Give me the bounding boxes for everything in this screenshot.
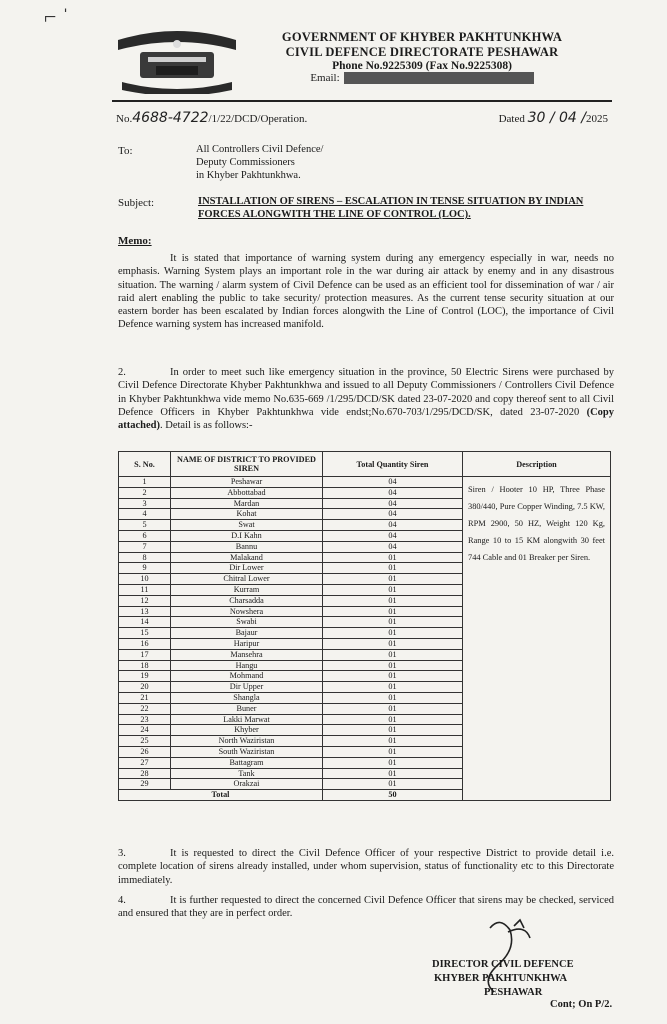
row-sno: 26 <box>119 746 171 757</box>
paragraph-4 <box>118 894 614 921</box>
row-sno: 20 <box>119 682 171 693</box>
row-sno: 22 <box>119 703 171 714</box>
row-quantity: 01 <box>323 628 463 639</box>
paragraph-3-text: It is requested to direct the Civil Defence Officer of your respective District to provide detail i.e. complete location of sirens already installed, under whom supervision, status of functionality etc to this Directorate immediately. <box>118 848 614 886</box>
row-district: Mohmand <box>171 671 323 682</box>
row-quantity: 01 <box>323 606 463 617</box>
total-value: 50 <box>323 790 463 801</box>
pen-mark: ⌐ ˈ <box>44 4 70 29</box>
paragraph-1-text: It is stated that importance of warning system during any emergency especially in war, needs no emphasis. Warning System plays an important role in the war during air attack by enemy and in any disastrous situation. The warning / alarm system of Civil Defence can be used as an efficient tool for dissemination of war / air raid alert enabling the public to take security/ protection measures. As the current tense security situation at our eastern border has been escalated by Indian forces alongwith the Line of Control (LOC), the importance of Civil Defence warning system has increased manifold. <box>118 253 614 331</box>
row-district: Khyber <box>171 725 323 736</box>
row-district: Lakki Marwat <box>171 714 323 725</box>
letterhead <box>262 30 582 84</box>
row-district: Malakand <box>171 552 323 563</box>
signatory-province: KHYBER PAKHTUNKHWA <box>434 973 568 984</box>
row-sno: 12 <box>119 595 171 606</box>
header-sno: S. No. <box>119 452 171 477</box>
addressee-line: in Khyber Pakhtunkhwa. <box>196 170 301 181</box>
row-quantity: 04 <box>323 477 463 488</box>
row-quantity: 01 <box>323 671 463 682</box>
addressee-line: Deputy Commissioners <box>196 157 295 168</box>
row-quantity: 01 <box>323 660 463 671</box>
email-line <box>262 72 582 84</box>
paragraph-2 <box>118 366 614 432</box>
row-sno: 16 <box>119 638 171 649</box>
row-district: North Waziristan <box>171 736 323 747</box>
row-quantity: 04 <box>323 520 463 531</box>
row-district: Mardan <box>171 498 323 509</box>
row-district: Charsadda <box>171 595 323 606</box>
row-sno: 5 <box>119 520 171 531</box>
paragraph-2-tail: . Detail is as follows:- <box>160 420 253 432</box>
row-district: Chitral Lower <box>171 574 323 585</box>
row-district: Swat <box>171 520 323 531</box>
email-label: Email: <box>310 72 340 84</box>
dated <box>499 110 608 126</box>
row-district: Mansehra <box>171 649 323 660</box>
signatory-title: DIRECTOR CIVIL DEFENCE <box>432 959 574 970</box>
directorate-title: CIVIL DEFENCE DIRECTORATE PESHAWAR <box>285 45 559 59</box>
row-sno: 23 <box>119 714 171 725</box>
row-quantity: 01 <box>323 736 463 747</box>
row-quantity: 01 <box>323 725 463 736</box>
paragraph-2-number: 2. <box>118 367 126 378</box>
row-sno: 18 <box>119 660 171 671</box>
row-sno: 15 <box>119 628 171 639</box>
row-district: Buner <box>171 703 323 714</box>
row-district: Abbottabad <box>171 487 323 498</box>
row-quantity: 01 <box>323 703 463 714</box>
row-quantity: 01 <box>323 584 463 595</box>
row-district: Kurram <box>171 584 323 595</box>
row-quantity: 01 <box>323 714 463 725</box>
table-row <box>119 477 611 488</box>
row-sno: 10 <box>119 574 171 585</box>
row-quantity: 01 <box>323 638 463 649</box>
header-district: NAME OF DISTRICT TO PROVIDED SIREN <box>171 452 323 477</box>
district-siren-table <box>118 451 611 801</box>
row-quantity: 01 <box>323 682 463 693</box>
row-sno: 11 <box>119 584 171 595</box>
row-sno: 29 <box>119 779 171 790</box>
row-district: Bannu <box>171 541 323 552</box>
signatory-city: PESHAWAR <box>484 987 543 998</box>
row-district: Dir Lower <box>171 563 323 574</box>
paragraph-1 <box>118 252 614 332</box>
subject-text: INSTALLATION OF SIRENS – ESCALATION IN TENSE SITUATION BY INDIAN FORCES ALONGWITH THE LINE OF CONTROL (LOC). <box>198 196 584 220</box>
row-district: Orakzai <box>171 779 323 790</box>
row-quantity: 01 <box>323 617 463 628</box>
row-quantity: 04 <box>323 498 463 509</box>
row-sno: 21 <box>119 692 171 703</box>
reference-line <box>116 110 608 126</box>
addressee-line: All Controllers Civil Defence/ <box>196 144 324 155</box>
paragraph-4-number: 4. <box>118 895 126 906</box>
paragraph-3-number: 3. <box>118 848 126 859</box>
govt-title: GOVERNMENT OF KHYBER PAKHTUNKHWA <box>281 30 563 44</box>
row-quantity: 01 <box>323 768 463 779</box>
row-quantity: 04 <box>323 509 463 520</box>
row-sno: 6 <box>119 530 171 541</box>
row-sno: 24 <box>119 725 171 736</box>
row-sno: 4 <box>119 509 171 520</box>
ref-suffix: /1/22/DCD/Operation. <box>208 113 308 125</box>
row-quantity: 01 <box>323 649 463 660</box>
table-body <box>119 477 611 801</box>
date-year: 2025 <box>586 113 608 125</box>
row-district: South Waziristan <box>171 746 323 757</box>
row-sno: 3 <box>119 498 171 509</box>
header-description: Description <box>463 452 611 477</box>
row-quantity: 04 <box>323 487 463 498</box>
row-district: Nowshera <box>171 606 323 617</box>
row-sno: 13 <box>119 606 171 617</box>
row-district: Hangu <box>171 660 323 671</box>
header-quantity: Total Quantity Siren <box>323 452 463 477</box>
row-quantity: 04 <box>323 530 463 541</box>
to-label: To: <box>118 145 133 157</box>
table-header-row <box>119 452 611 477</box>
row-quantity: 01 <box>323 563 463 574</box>
row-district: Peshawar <box>171 477 323 488</box>
row-sno: 28 <box>119 768 171 779</box>
row-quantity: 01 <box>323 552 463 563</box>
row-sno: 27 <box>119 757 171 768</box>
header-rule <box>112 100 612 102</box>
continuation-note: Cont; On P/2. <box>550 999 613 1010</box>
paragraph-4-text: It is further requested to direct the concerned Civil Defence Officer that sirens may be checked, serviced and ensured that they are in perfect order. <box>118 895 614 920</box>
row-district: Dir Upper <box>171 682 323 693</box>
row-sno: 7 <box>119 541 171 552</box>
siren-description: Siren / Hooter 10 HP, Three Phase 380/440, Pure Copper Winding, 7.5 KW, RPM 2900, 50 HZ, Weight 120 Kg, Range 10 to 15 KM alongwith 30 feet 744 Cable and 01 Breaker per Siren. <box>463 477 611 801</box>
row-district: Shangla <box>171 692 323 703</box>
email-redacted <box>344 72 534 84</box>
ref-prefix: No. <box>116 113 133 125</box>
row-district: Kohat <box>171 509 323 520</box>
row-quantity: 01 <box>323 757 463 768</box>
row-quantity: 01 <box>323 746 463 757</box>
row-quantity: 04 <box>323 541 463 552</box>
paragraph-2-bold: (Copy attached) <box>118 406 614 432</box>
row-sno: 9 <box>119 563 171 574</box>
paragraph-2-text: In order to meet such like emergency situation in the province, 50 Electric Sirens were purchased by Civil Defence Directorate Khyber Pakhtunkhwa and issued to all Deputy Commissioners / Controllers Civil Defence in Khyber Pakhtunkhwa vide memo No.635-669 /1/295/DCD/SK dated 23-07-2020 and copy thereof sent to all Civil Defence Officers in Khyber Pakhtunkhwa vide endst;No.670-703/1/295/DCD/SK, dated 23-07-2020 <box>118 367 614 418</box>
memo-label: Memo: <box>118 235 152 247</box>
total-label: Total <box>119 790 323 801</box>
row-sno: 2 <box>119 487 171 498</box>
row-district: D.I Kahn <box>171 530 323 541</box>
row-district: Swabi <box>171 617 323 628</box>
row-quantity: 01 <box>323 595 463 606</box>
row-quantity: 01 <box>323 692 463 703</box>
row-sno: 25 <box>119 736 171 747</box>
date-handwritten: 30 / 04 / <box>527 110 586 126</box>
row-district: Bajaur <box>171 628 323 639</box>
row-district: Tank <box>171 768 323 779</box>
row-sno: 1 <box>119 477 171 488</box>
row-sno: 17 <box>119 649 171 660</box>
dated-label: Dated <box>498 113 525 125</box>
paragraph-3 <box>118 847 614 887</box>
row-quantity: 01 <box>323 779 463 790</box>
row-district: Haripur <box>171 638 323 649</box>
addressees <box>196 143 323 182</box>
emblem-icon <box>112 26 242 94</box>
row-quantity: 01 <box>323 574 463 585</box>
subject-label: Subject: <box>118 197 155 209</box>
row-sno: 19 <box>119 671 171 682</box>
signature-block <box>432 958 612 1012</box>
phone-line: Phone No.9225309 (Fax No.9225308) <box>332 60 512 72</box>
ref-number-handwritten: 4688-4722 <box>132 110 209 126</box>
row-sno: 8 <box>119 552 171 563</box>
row-district: Battagram <box>171 757 323 768</box>
row-sno: 14 <box>119 617 171 628</box>
